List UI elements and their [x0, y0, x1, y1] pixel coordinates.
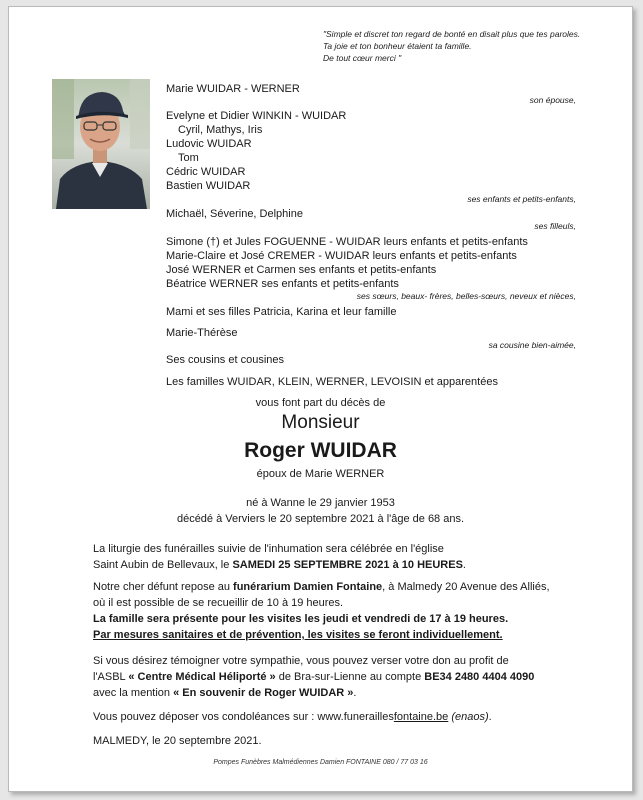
relation-label: ses filleuls, — [534, 221, 576, 231]
bank-account: BE34 2480 4404 4090 — [424, 671, 535, 683]
text-line — [93, 669, 534, 685]
text-span: avec la mention — [93, 687, 174, 699]
text-span: Vous pouvez déposer vos condoléances sur : www.funerailles — [93, 711, 394, 723]
condolences-line — [93, 709, 492, 725]
text-span: . — [353, 687, 357, 699]
relation-label: sa cousine bien-aimée, — [488, 340, 576, 350]
announcement-intro: vous font part du décès de — [255, 397, 386, 409]
sanitary-notice: Par mesures sanitaires et de prévention, les visites se feront individuellement. — [93, 629, 503, 641]
family-line: Tom — [178, 152, 199, 164]
funeral-home: funérarium Damien Fontaine — [233, 581, 383, 593]
family-line: Evelyne et Didier WINKIN - WUIDAR — [166, 110, 347, 122]
text-span: de Bra-sur-Lienne au compte — [275, 671, 425, 683]
funeral-datetime: SAMEDI 25 SEPTEMBRE 2021 à 10 HEURES — [232, 559, 463, 571]
family-line: Simone (†) et Jules FOGUENNE - WUIDAR leurs enfants et petits-enfants — [166, 236, 528, 248]
text-line — [93, 627, 550, 643]
text-line — [93, 579, 550, 595]
text-span: (enaos) — [448, 711, 489, 723]
epitaph-quote — [323, 28, 580, 64]
relation-label: ses sœurs, beaux- frères, belles-sœurs, neveux et nièces, — [356, 291, 576, 301]
text-line — [93, 685, 534, 701]
family-line: Ludovic WUIDAR — [166, 138, 252, 150]
quote-line: De tout cœur merci " — [323, 53, 402, 63]
visitation-paragraph — [93, 579, 550, 643]
text-span: Notre cher défunt repose au — [93, 581, 234, 593]
family-line: Mami et ses filles Patricia, Karina et leur famille — [166, 306, 397, 318]
family-line: Michaël, Séverine, Delphine — [166, 208, 303, 220]
quote-line: Ta joie et ton bonheur étaient ta famille. — [323, 41, 472, 51]
donation-mention: « En souvenir de Roger WUIDAR » — [173, 687, 354, 699]
donation-paragraph — [93, 653, 534, 701]
family-line: Les familles WUIDAR, KLEIN, WERNER, LEVOISIN et apparentées — [166, 376, 498, 388]
family-line: Cyril, Mathys, Iris — [178, 124, 263, 136]
text-line: Si vous désirez témoigner votre sympathie, vous pouvez verser votre don au profit de — [93, 655, 509, 667]
condolences-link[interactable]: fontaine.be — [393, 711, 449, 723]
birth-info: né à Wanne le 29 janvier 1953 — [246, 497, 395, 509]
text-line — [93, 557, 466, 573]
portrait-photo — [52, 79, 150, 209]
text-span: l'ASBL — [93, 671, 129, 683]
family-wife: Marie WUIDAR - WERNER — [166, 83, 300, 95]
family-line: Bastien WUIDAR — [166, 180, 251, 192]
family-line: Ses cousins et cousines — [166, 354, 285, 366]
family-line: Béatrice WERNER ses enfants et petits-enfants — [166, 278, 399, 290]
text-span: . — [462, 559, 466, 571]
text-line: La liturgie des funérailles suivie de l'inhumation sera célébrée en l'église — [93, 543, 444, 555]
family-line: Marie-Thérèse — [166, 327, 238, 339]
family-line: José WERNER et Carmen ses enfants et petits-enfants — [166, 264, 437, 276]
family-children — [166, 109, 346, 193]
text-line: où il est possible de se recueillir de 10 à 19 heures. — [93, 597, 344, 609]
obituary-sheet — [8, 6, 633, 792]
place-date: MALMEDY, le 20 septembre 2021. — [93, 735, 262, 747]
charity-name: « Centre Médical Héliporté » — [128, 671, 276, 683]
footer-funeral-director: Pompes Funèbres Malmédiennes Damien FONTAINE 080 / 77 03 16 — [213, 759, 428, 766]
death-info: décédé à Verviers le 20 septembre 2021 à l'âge de 68 ans. — [176, 513, 465, 525]
relation-label: ses enfants et petits-enfants, — [467, 194, 576, 204]
deceased-spouse: époux de Marie WERNER — [256, 468, 385, 480]
family-siblings — [166, 235, 528, 291]
deceased-name: Roger WUIDAR — [244, 439, 397, 462]
text-span: , à Malmedy 20 Avenue des Alliés, — [382, 581, 550, 593]
funeral-paragraph — [93, 541, 466, 573]
text-span: . — [488, 711, 492, 723]
text-line: La famille sera présente pour les visites les jeudi et vendredi de 17 à 19 heures. — [93, 613, 509, 625]
family-line: Cédric WUIDAR — [166, 166, 246, 178]
deceased-title: Monsieur — [281, 412, 360, 433]
relation-label: son épouse, — [529, 95, 576, 105]
text-span: Saint Aubin de Bellevaux, le — [93, 559, 233, 571]
quote-line: "Simple et discret ton regard de bonté en disait plus que tes paroles. — [323, 29, 581, 39]
family-line: Marie-Claire et José CREMER - WUIDAR leurs enfants et petits-enfants — [166, 250, 517, 262]
